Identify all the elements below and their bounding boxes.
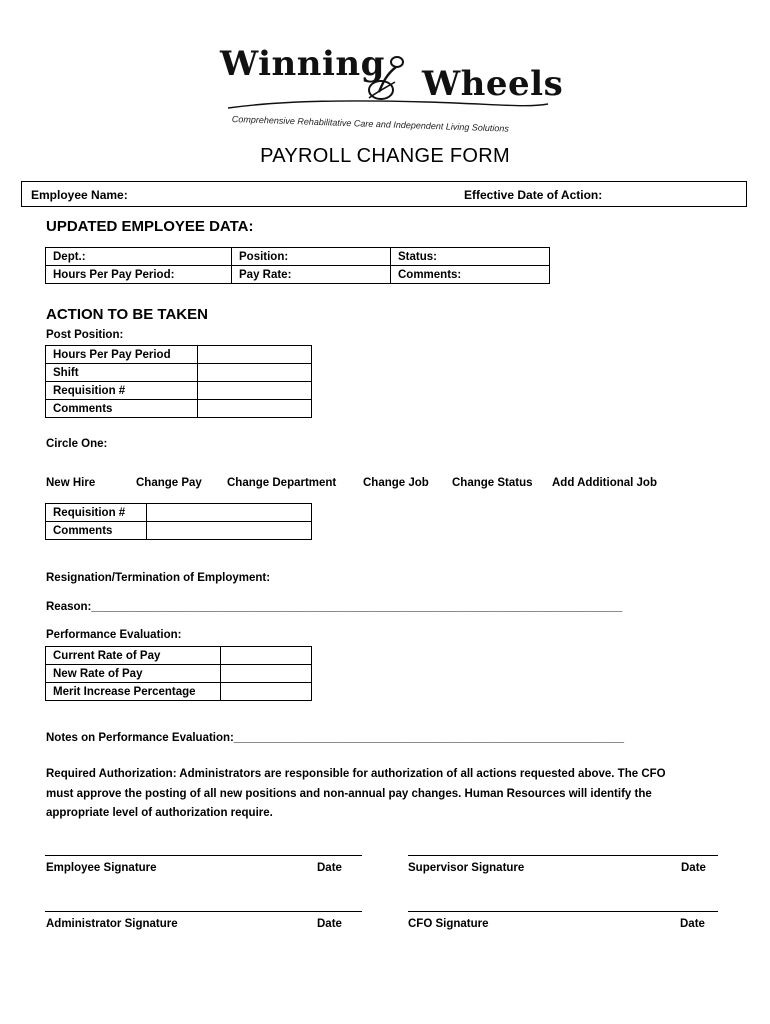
cfo-date-label: Date — [680, 918, 705, 930]
performance-notes-line[interactable]: Notes on Performance Evaluation:_____________________________________________________________ — [46, 732, 625, 744]
logo-word-winning: Winning — [220, 44, 385, 84]
post-position-row-label: Hours Per Pay Period — [46, 346, 198, 364]
requisition-field[interactable] — [198, 382, 312, 400]
table-row — [46, 382, 312, 400]
performance-row-label: New Rate of Pay — [46, 665, 221, 683]
administrator-date-label: Date — [317, 918, 342, 930]
employee-info-box — [21, 181, 747, 207]
option-new-hire[interactable]: New Hire — [46, 477, 96, 489]
authorization-line-3: appropriate level of authorization require. — [46, 807, 273, 819]
pay-rate-cell[interactable]: Pay Rate: — [232, 266, 391, 284]
option-change-pay[interactable]: Change Pay — [136, 477, 202, 489]
effective-date-label: Effective Date of Action: — [464, 188, 603, 202]
cfo-signature-label: CFO Signature — [408, 918, 489, 930]
employee-date-label: Date — [317, 862, 342, 874]
performance-row-label: Current Rate of Pay — [46, 647, 221, 665]
status-cell[interactable]: Status: — [391, 248, 550, 266]
post-position-table — [45, 345, 312, 418]
employee-name-label: Employee Name: — [31, 188, 128, 202]
post-position-row-label: Comments — [46, 400, 198, 418]
supervisor-signature-line[interactable] — [408, 855, 718, 856]
administrator-signature-label: Administrator Signature — [46, 918, 178, 930]
post-position-row-label: Shift — [46, 364, 198, 382]
table-row — [46, 266, 550, 284]
dept-cell[interactable]: Dept.: — [46, 248, 232, 266]
table-row — [46, 522, 312, 540]
shift-field[interactable] — [198, 364, 312, 382]
supervisor-signature-label: Supervisor Signature — [408, 862, 525, 874]
comments-cell[interactable]: Comments: — [391, 266, 550, 284]
post-position-label: Post Position: — [46, 329, 124, 341]
logo-swoosh-icon — [226, 94, 551, 114]
post-position-row-label: Requisition # — [46, 382, 198, 400]
current-rate-field[interactable] — [221, 647, 312, 665]
table-row — [46, 400, 312, 418]
option-change-status[interactable]: Change Status — [452, 477, 533, 489]
performance-table — [45, 646, 312, 701]
requisition-table — [45, 503, 312, 540]
employee-signature-line[interactable] — [45, 855, 362, 856]
table-row — [46, 346, 312, 364]
merit-increase-field[interactable] — [221, 683, 312, 701]
option-change-department[interactable]: Change Department — [227, 477, 337, 489]
company-logo — [220, 44, 564, 136]
table-row — [46, 683, 312, 701]
performance-row-label: Merit Increase Percentage — [46, 683, 221, 701]
requisition-row-label: Requisition # — [46, 504, 147, 522]
form-title: PAYROLL CHANGE FORM — [260, 145, 510, 167]
new-rate-field[interactable] — [221, 665, 312, 683]
comments-field[interactable] — [147, 522, 312, 540]
hours-per-pay-period-field[interactable] — [198, 346, 312, 364]
option-add-additional-job[interactable]: Add Additional Job — [552, 477, 657, 489]
logo-tagline: Comprehensive Rehabilitative Care and Independent Living Solutions — [231, 114, 510, 134]
performance-label: Performance Evaluation: — [46, 629, 182, 641]
option-change-job[interactable]: Change Job — [363, 477, 429, 489]
action-heading: ACTION TO BE TAKEN — [46, 306, 208, 323]
circle-one-label: Circle One: — [46, 438, 108, 450]
table-row — [46, 647, 312, 665]
logo-word-wheels: Wheels — [422, 64, 564, 104]
requisition-field[interactable] — [147, 504, 312, 522]
updated-data-heading: UPDATED EMPLOYEE DATA: — [46, 218, 254, 235]
reason-line[interactable]: Reason:___________________________________________________________________________________ — [46, 601, 623, 613]
cfo-signature-line[interactable] — [408, 911, 718, 912]
administrator-signature-line[interactable] — [45, 911, 362, 912]
table-row — [46, 248, 550, 266]
table-row — [46, 504, 312, 522]
table-row — [46, 364, 312, 382]
position-cell[interactable]: Position: — [232, 248, 391, 266]
comments-field[interactable] — [198, 400, 312, 418]
authorization-line-2: must approve the posting of all new positions and non-annual pay changes. Human Resources will identify the — [46, 788, 652, 800]
employee-signature-label: Employee Signature — [46, 862, 157, 874]
updated-data-table — [45, 247, 550, 284]
authorization-line-1: Required Authorization: Administrators are responsible for authorization of all actions requested above. The CFO — [46, 768, 666, 780]
supervisor-date-label: Date — [681, 862, 706, 874]
resignation-label: Resignation/Termination of Employment: — [46, 572, 271, 584]
table-row — [46, 665, 312, 683]
hours-per-pay-period-cell[interactable]: Hours Per Pay Period: — [46, 266, 232, 284]
requisition-row-label: Comments — [46, 522, 147, 540]
